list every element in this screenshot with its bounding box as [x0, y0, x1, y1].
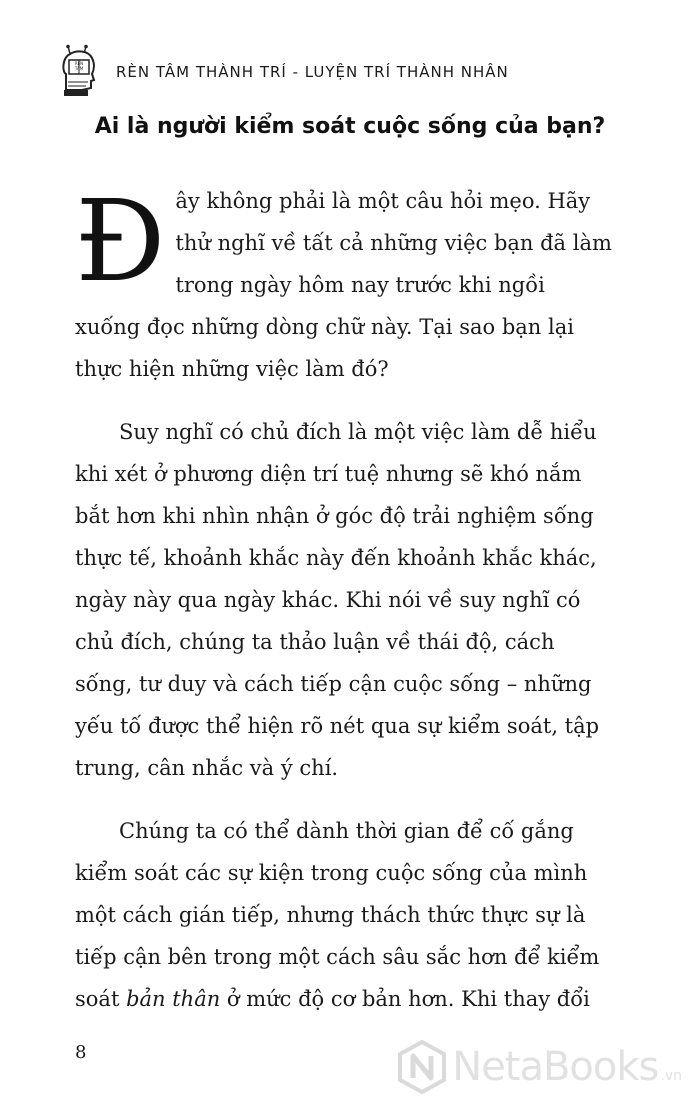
watermark: [398, 1040, 682, 1094]
svg-text:RÈN: RÈN: [74, 61, 84, 66]
svg-text:TÂM: TÂM: [74, 66, 84, 71]
netabooks-logo-icon: [398, 1040, 446, 1094]
drop-cap: Đ: [75, 177, 166, 307]
watermark-brand: NetaBooks: [452, 1044, 659, 1090]
head-book-icon: [58, 44, 98, 100]
running-header: [58, 44, 509, 100]
body-text: [75, 177, 615, 1020]
page-number: 8: [75, 1042, 87, 1063]
book-title: RÈN TÂM THÀNH TRÍ - LUYỆN TRÍ THÀNH NHÂN: [116, 63, 509, 81]
section-heading: Ai là người kiểm soát cuộc sống của bạn?: [94, 114, 606, 139]
paragraph-1-text: ây không phải là một câu hỏi mẹo. Hãy thử nghĩ về tất cả những việc bạn đã làm trong ngày hôm nay trước khi ngồi xuống đọc những dòng chữ này. Tại sao bạn lại thực hiện những việc làm đó?: [75, 189, 612, 381]
paragraph-2: Suy nghĩ có chủ đích là một việc làm dễ hiểu khi xét ở phương diện trí tuệ nhưng sẽ khó nắm bắt hơn khi nhìn nhận ở góc độ trải nghiệm sống thực tế, khoảnh khắc này đến khoảnh khắc khác, ngày này qua ngày khác. Khi nói về suy nghĩ có chủ đích, chúng ta thảo luận về thái độ, cách sống, tư duy và cách tiếp cận cuộc sống – những yếu tố được thể hiện rõ nét qua sự kiểm soát, tập trung, cân nhắc và ý chí.: [75, 420, 600, 780]
paragraph-3-italic: bản thân: [126, 987, 221, 1011]
watermark-suffix: .vn: [660, 1068, 682, 1084]
paragraph-3: [75, 810, 615, 1020]
paragraph-3-text-after: ở mức độ cơ bản hơn. Khi thay đổi: [220, 987, 590, 1011]
paragraph-3-text-before: Chúng ta có thể dành thời gian để cố gắng kiểm soát các sự kiện trong cuộc sống của mình một cách gián tiếp, nhưng thách thức thực sự là tiếp cận bên trong một cách sâu sắc hơn để kiểm soát: [75, 819, 600, 1011]
paragraph-1: [75, 177, 615, 390]
